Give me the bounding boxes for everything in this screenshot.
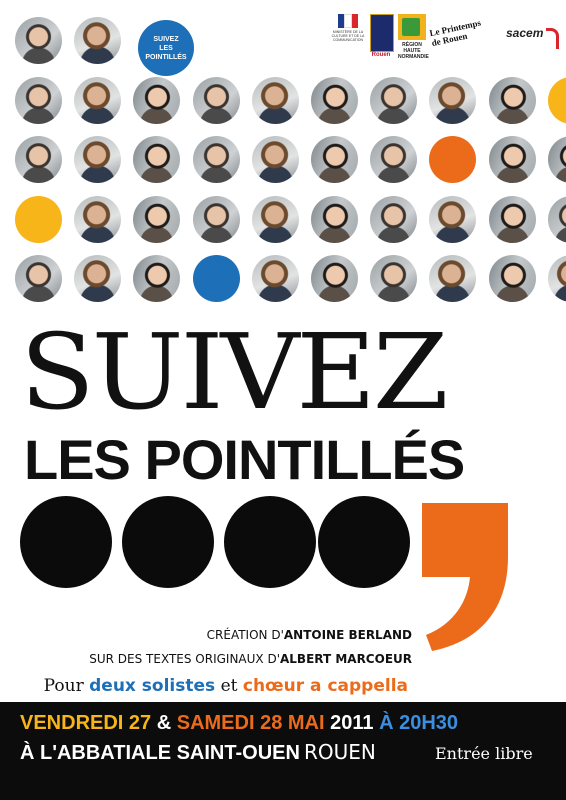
entry-free: Entrée libre bbox=[435, 744, 533, 763]
portrait-photo bbox=[133, 255, 180, 302]
credit-creation-prefix: CRÉATION D' bbox=[206, 628, 284, 642]
tagline-solistes: deux solistes bbox=[89, 676, 216, 696]
printemps-logo: Le Printemps de Rouen bbox=[428, 17, 482, 49]
portrait-photo bbox=[252, 196, 299, 243]
portrait-photo bbox=[15, 255, 62, 302]
portrait-photo bbox=[15, 17, 62, 64]
color-dot-blue bbox=[193, 255, 240, 302]
portrait-photo bbox=[548, 255, 566, 302]
big-dot-1 bbox=[20, 496, 112, 588]
title-suivez: SUIVEZ bbox=[20, 311, 446, 433]
portrait-photo bbox=[311, 77, 358, 124]
title-pointilles: LES POINTILLÉS bbox=[24, 428, 465, 491]
portrait-photo bbox=[429, 196, 476, 243]
credit-texts-name: ALBERT MARCOEUR bbox=[280, 652, 412, 666]
portrait-photo bbox=[548, 136, 566, 183]
credit-creation bbox=[207, 628, 412, 642]
tagline-et: et bbox=[220, 676, 238, 696]
portrait-photo bbox=[429, 255, 476, 302]
portrait-photo bbox=[429, 77, 476, 124]
credit-texts-prefix: SUR DES TEXTES ORIGINAUX D' bbox=[89, 652, 280, 666]
portrait-photo bbox=[489, 255, 536, 302]
portrait-photo bbox=[15, 77, 62, 124]
portrait-photo bbox=[15, 136, 62, 183]
rouen-label: Rouen bbox=[371, 52, 391, 58]
portrait-photo bbox=[370, 255, 417, 302]
portrait-dot-grid bbox=[15, 17, 555, 317]
tagline bbox=[44, 676, 408, 696]
festival-logo-line2: LES POINTILLÉS bbox=[145, 44, 187, 61]
tagline-pour: Pour bbox=[43, 676, 84, 696]
date-day2: SAMEDI 28 MAI bbox=[176, 712, 325, 734]
portrait-photo bbox=[193, 136, 240, 183]
portrait-photo bbox=[370, 77, 417, 124]
date-day1: VENDREDI 27 bbox=[20, 712, 152, 734]
portrait-photo bbox=[489, 136, 536, 183]
portrait-photo bbox=[252, 255, 299, 302]
portrait-photo bbox=[74, 77, 121, 124]
festival-logo-line1: SUIVEZ bbox=[153, 35, 179, 43]
sacem-logo: sacem bbox=[506, 26, 544, 40]
ministere-text: MINISTÈRE DE LA CULTURE ET DE LA COMMUNICATION bbox=[331, 30, 365, 42]
portrait-photo bbox=[548, 196, 566, 243]
portrait-photo bbox=[311, 136, 358, 183]
portrait-photo bbox=[74, 255, 121, 302]
date-time: 20H30 bbox=[399, 712, 459, 734]
credit-texts bbox=[89, 652, 412, 666]
portrait-photo bbox=[133, 196, 180, 243]
color-dot-yellow bbox=[548, 77, 566, 124]
big-dot-4 bbox=[318, 496, 410, 588]
big-dot-3 bbox=[224, 496, 316, 588]
venue-city: ROUEN bbox=[303, 740, 376, 764]
portrait-photo bbox=[133, 77, 180, 124]
big-dot-2 bbox=[122, 496, 214, 588]
portrait-photo bbox=[370, 136, 417, 183]
portrait-photo bbox=[252, 136, 299, 183]
portrait-photo bbox=[193, 196, 240, 243]
color-dot-yellow bbox=[15, 196, 62, 243]
color-dot-orange bbox=[429, 136, 476, 183]
tagline-choeur: chœur a cappella bbox=[242, 676, 408, 696]
comma-mark bbox=[412, 495, 530, 655]
portrait-photo bbox=[74, 196, 121, 243]
portrait-photo bbox=[311, 255, 358, 302]
venue-name: À L'ABBATIALE SAINT-OUEN bbox=[20, 742, 300, 764]
portrait-photo bbox=[370, 196, 417, 243]
date-amp: & bbox=[156, 712, 172, 734]
portrait-photo bbox=[74, 17, 121, 64]
portrait-photo bbox=[193, 77, 240, 124]
portrait-photo bbox=[74, 136, 121, 183]
credit-creation-name: ANTOINE BERLAND bbox=[283, 628, 412, 642]
date-year: 2011 bbox=[330, 712, 374, 734]
region-text: RÉGION HAUTE NORMANDIE bbox=[398, 42, 429, 60]
portrait-photo bbox=[311, 196, 358, 243]
portrait-photo bbox=[133, 136, 180, 183]
portrait-photo bbox=[252, 77, 299, 124]
portrait-photo bbox=[489, 196, 536, 243]
date-a: À bbox=[379, 712, 394, 734]
portrait-photo bbox=[489, 77, 536, 124]
date-band bbox=[0, 702, 566, 800]
venue-line bbox=[20, 740, 376, 765]
date-line bbox=[20, 712, 458, 735]
